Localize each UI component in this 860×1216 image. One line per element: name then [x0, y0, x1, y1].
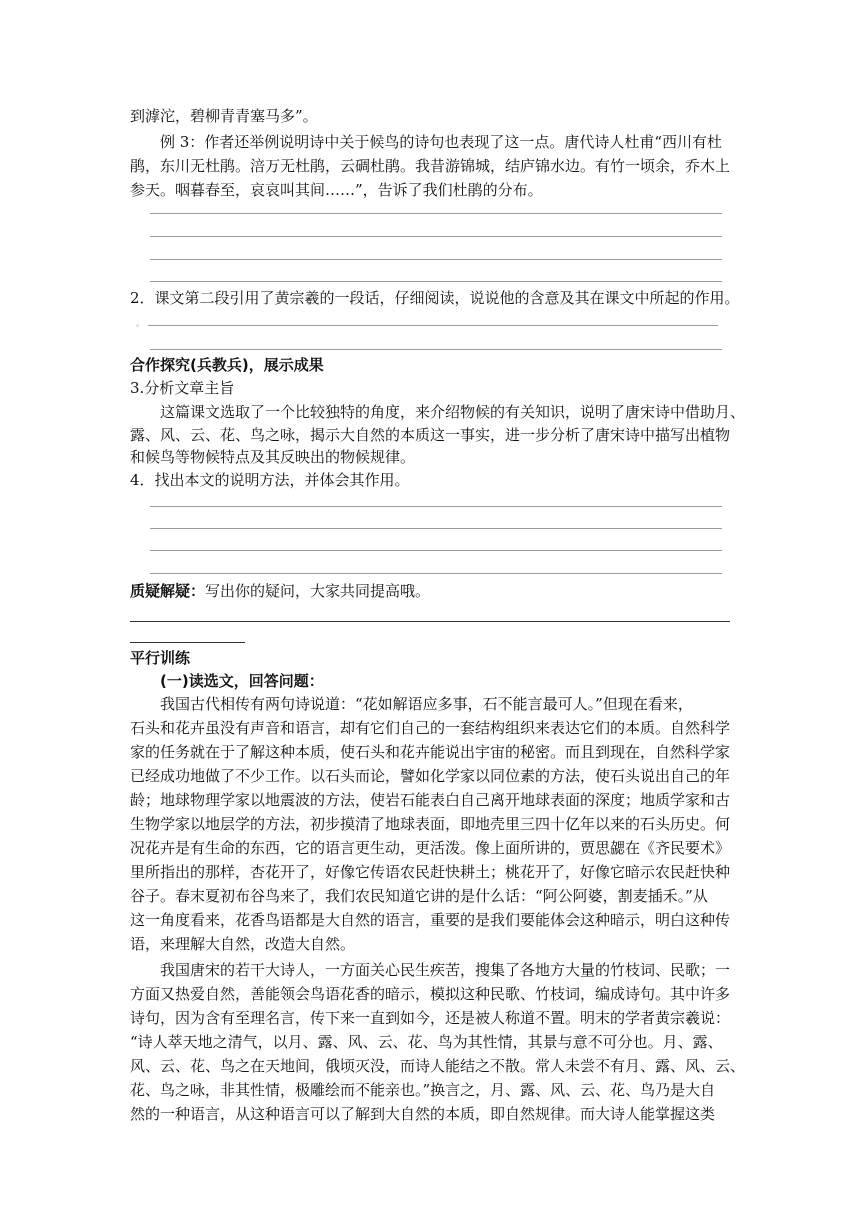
question-3-title: 3.分析文章主旨	[130, 379, 235, 397]
answer-line[interactable]	[150, 506, 722, 507]
question-2: 2．课文第二段引用了黄宗羲的一段话，仔细阅读，说说他的含意及其在课文中所起的作用。	[130, 289, 740, 307]
passage-line: 家的任务就在于了解这种本质，使石头和花卉能说出宇宙的秘密。而且到现在，自然科学家	[130, 743, 731, 761]
passage-line: 风、云、花、鸟之在天地间，俄顷灭没，而诗人能结之不散。常人未尝不有月、露、风、云、	[130, 1057, 746, 1075]
passage-line: 这一角度看来，花香鸟语都是大自然的语言，重要的是我们要能体会这种暗示，明白这种传	[130, 911, 731, 929]
answer-line[interactable]	[150, 528, 722, 529]
answer-line[interactable]	[150, 236, 722, 237]
footnote-divider	[130, 642, 245, 643]
text-line: 到滹沱，碧柳青青塞马多”。	[130, 107, 318, 125]
answer-line[interactable]	[150, 281, 722, 282]
passage-line: 况花卉是有生命的东西，它的语言更生动，更活泼。像上面所讲的，贾思勰在《齐民要术》	[130, 839, 731, 857]
passage-line: 龄；地球物理学家以地震波的方法，使岩石能表白自己离开地球表面的深度；地质学家和古	[130, 791, 731, 809]
answer-line[interactable]	[150, 213, 722, 214]
summary-line: 露、风、云、花、鸟之咏，揭示大自然的本质这一事实，进一步分析了唐宋诗中描写出植物	[130, 426, 731, 444]
section-heading: 合作探究(兵教兵)，展示成果	[130, 356, 324, 374]
passage-line: 已经成功地做了不少工作。以石头而论，譬如化学家以同位素的方法，使石头说出自己的年	[130, 767, 731, 785]
reading-subheading: (一)读选文，回答问题：	[160, 672, 324, 690]
questions-prompt	[130, 580, 430, 602]
section-divider	[130, 621, 730, 622]
section-heading: 平行训练	[130, 649, 191, 667]
passage-line: 谷子。春末夏初布谷鸟来了，我们农民知道它讲的是什么话：“阿公阿婆，割麦插禾。”从	[130, 887, 708, 905]
answer-line[interactable]	[150, 573, 722, 574]
answer-line[interactable]	[150, 349, 722, 350]
answer-line[interactable]	[150, 259, 722, 260]
answer-line[interactable]	[150, 550, 722, 551]
passage-line: 方面又热爱自然，善能领会鸟语花香的暗示，模拟这种民歌、竹枝词，编成诗句。其中许多	[130, 985, 731, 1003]
passage-line: 语，来理解大自然，改造大自然。	[130, 935, 356, 953]
passage-line: 我国唐宋的若干大诗人，一方面关心民生疾苦，搜集了各地方大量的竹枝词、民歌；一	[160, 961, 731, 979]
passage-line: 花、鸟之咏，非其性情，极雕绘而不能亲也。”换言之，月、露、风、云、花、鸟乃是大自	[130, 1081, 716, 1099]
summary-line: 这篇课文选取了一个比较独特的角度，来介绍物候的有关知识，说明了唐宋诗中借助月、	[160, 403, 746, 421]
example-3-line: 参天。咽暮春至，哀哀叫其间……”，告诉了我们杜鹃的分布。	[130, 181, 543, 199]
question-4: 4．找出本文的说明方法，并体会其作用。	[130, 471, 410, 489]
passage-line: 生物学家以地层学的方法，初步摸清了地球表面，即地壳里三四十亿年以来的石头历史。何	[130, 815, 731, 833]
passage-line: 石头和花卉虽没有声音和语言，却有它们自己的一套结构组织来表达它们的本质。自然科学	[130, 719, 731, 737]
example-3-line: 鹃，东川无杜鹃。涪万无杜鹃，云碉杜鹃。我昔游锦城，结庐锦水边。有竹一顷余，乔木上	[130, 157, 731, 175]
summary-line: 和候鸟等物候特点及其反映出的物候规律。	[130, 448, 416, 466]
questions-text: 写出你的疑问，大家共同提高哦。	[205, 582, 431, 600]
passage-line: 然的一种语言，从这种语言可以了解到大自然的本质，即自然规律。而大诗人能掌握这类	[130, 1105, 716, 1123]
passage-line: 里所指出的那样，杏花开了，好像它传语农民赶快耕土；桃花开了，好像它暗示农民赶快种	[130, 863, 731, 881]
passage-line: “诗人萃天地之清气，以月、露、风、云、花、鸟为其性情，其景与意不可分也。月、露、	[130, 1033, 723, 1051]
passage-line: 诗句，因为含有至理名言，传下来一直到如今，还是被人称道不置。明末的学者黄宗羲说：	[130, 1009, 731, 1027]
passage-line: 我国古代相传有两句诗说道：“花如解语应多事，石不能言最可人。”但现在看来，	[160, 695, 693, 713]
answer-line[interactable]	[148, 325, 718, 326]
example-3-line: 例 3：作者还举例说明诗中关于候鸟的诗句也表现了这一点。唐代诗人杜甫“西川有杜	[160, 133, 722, 151]
questions-label: 质疑解疑：	[130, 582, 206, 600]
bullet-mark: ◦	[135, 322, 141, 332]
